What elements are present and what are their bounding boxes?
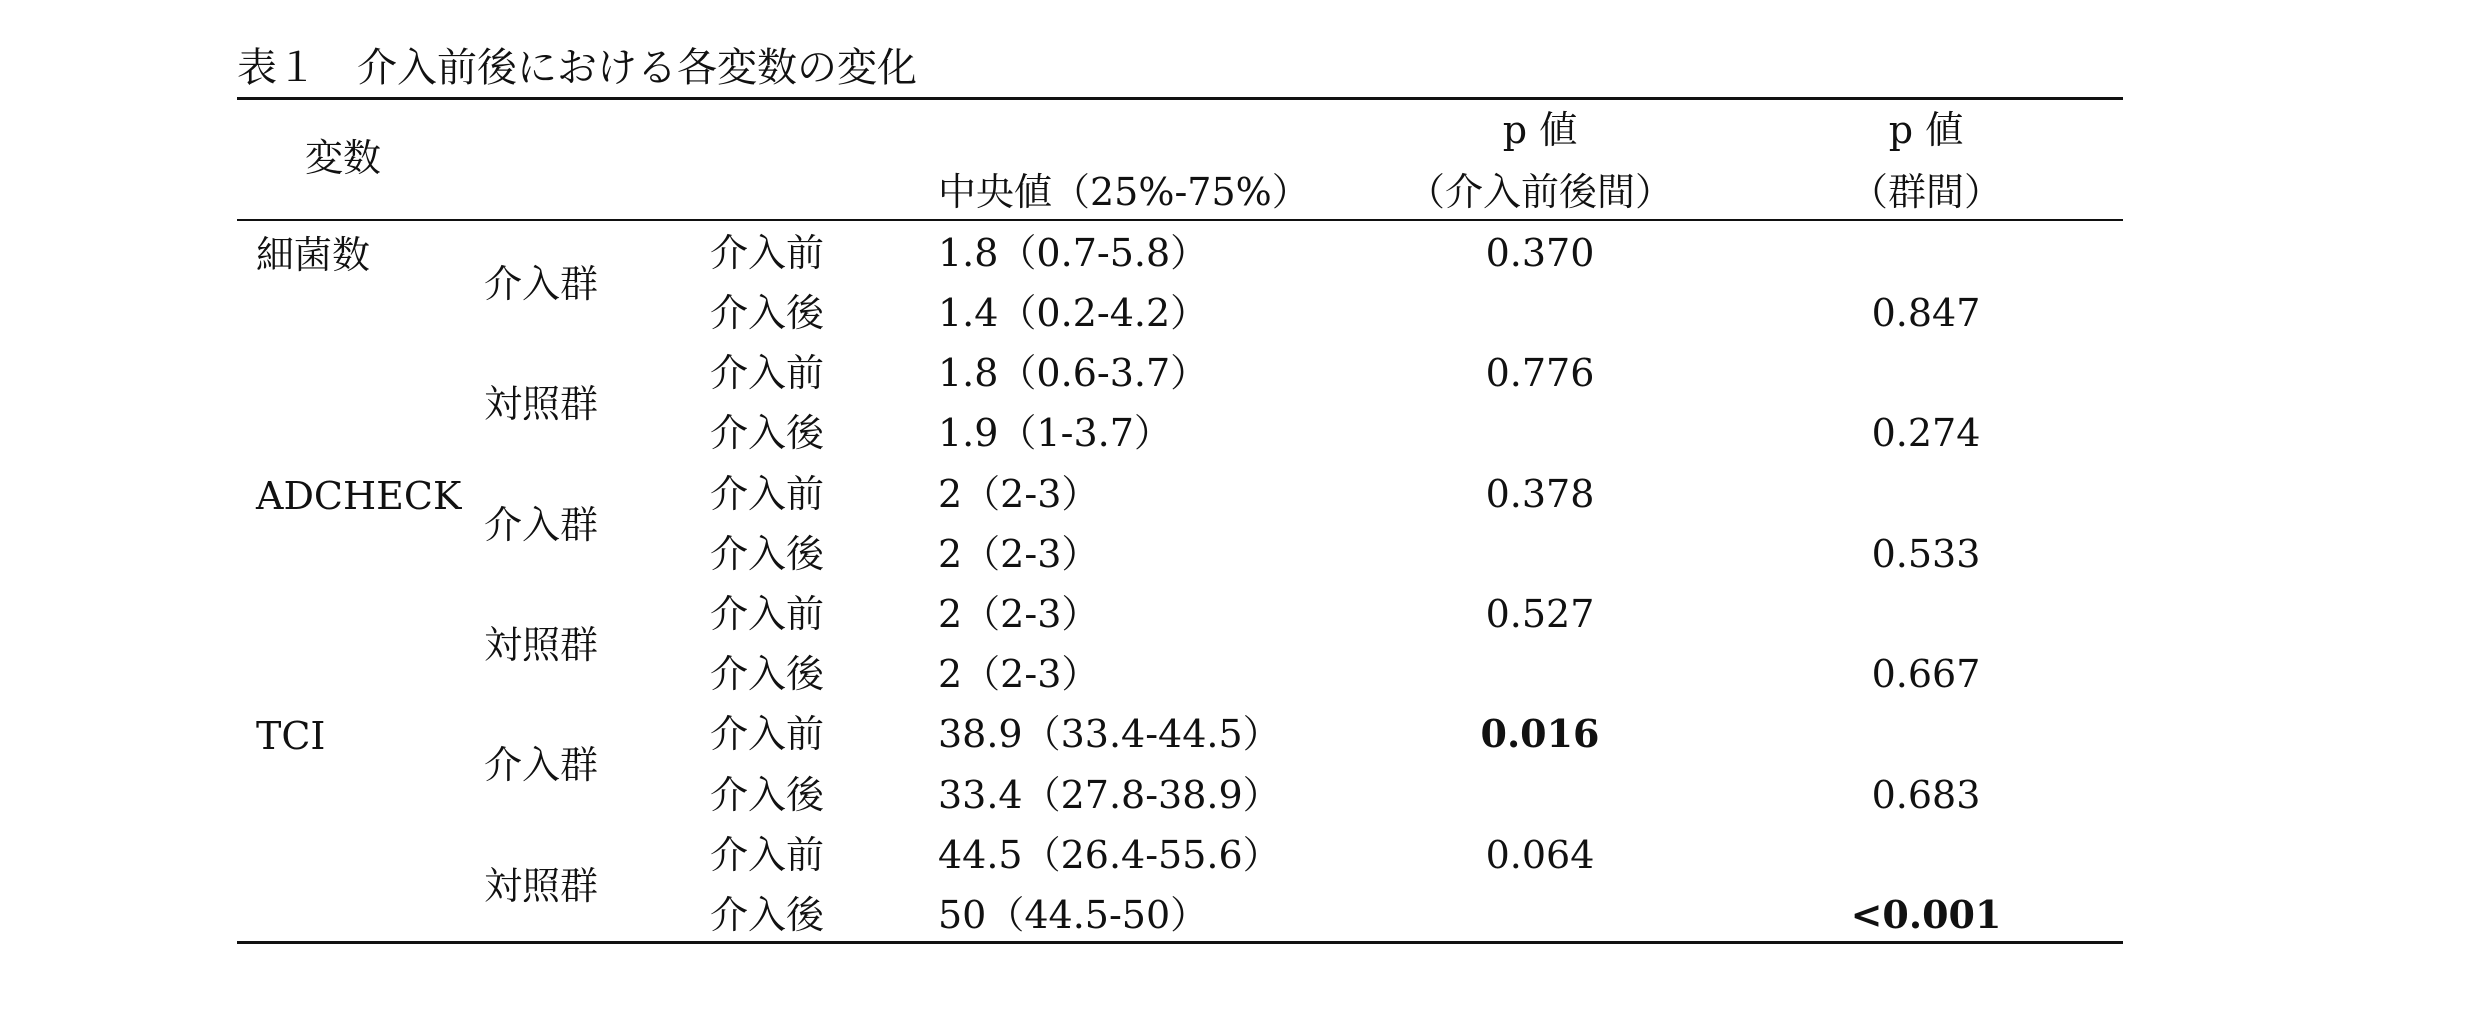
variable-label: TCI bbox=[256, 714, 326, 758]
median-cell: 2（2-3） bbox=[938, 532, 1100, 576]
p-between-cell-significant: <0.001 bbox=[1850, 892, 2002, 937]
median-cell: 2（2-3） bbox=[938, 472, 1100, 516]
median-cell: 33.4（27.8-38.9） bbox=[938, 773, 1281, 817]
phase-cell: 介入前 bbox=[710, 712, 825, 756]
p-within-cell: 0.378 bbox=[1485, 472, 1595, 516]
p-between-cell: 0.533 bbox=[1871, 532, 1981, 576]
phase-cell: 介入前 bbox=[710, 472, 825, 516]
phase-cell: 介入前 bbox=[710, 231, 825, 275]
p-between-cell: 0.274 bbox=[1871, 411, 1981, 455]
header-p-between-line1: p 値 bbox=[1888, 108, 1964, 152]
header-p-between-line2: （群間） bbox=[1849, 170, 2003, 214]
phase-cell: 介入前 bbox=[710, 833, 825, 877]
p-within-cell-significant: 0.016 bbox=[1480, 711, 1600, 756]
phase-cell: 介入前 bbox=[710, 351, 825, 395]
median-cell: 1.4（0.2-4.2） bbox=[938, 291, 1209, 335]
p-between-cell: 0.683 bbox=[1871, 773, 1981, 817]
variable-label: ADCHECK bbox=[256, 474, 462, 518]
p-within-cell: 0.064 bbox=[1485, 833, 1595, 877]
median-cell: 38.9（33.4-44.5） bbox=[938, 712, 1281, 756]
p-within-cell: 0.776 bbox=[1485, 351, 1595, 395]
phase-cell: 介入後 bbox=[710, 773, 825, 817]
variable-label: 細菌数 bbox=[256, 233, 371, 277]
phase-cell: 介入後 bbox=[710, 532, 825, 576]
bottom-rule bbox=[237, 941, 2123, 944]
header-rule bbox=[237, 219, 2123, 221]
group-label: 対照群 bbox=[484, 623, 599, 667]
phase-cell: 介入後 bbox=[710, 652, 825, 696]
phase-cell: 介入後 bbox=[710, 893, 825, 937]
group-label: 対照群 bbox=[484, 382, 599, 426]
p-within-cell: 0.527 bbox=[1485, 592, 1595, 636]
group-label: 介入群 bbox=[484, 503, 599, 547]
top-rule bbox=[237, 97, 2123, 100]
group-label: 介入群 bbox=[484, 743, 599, 787]
group-label: 対照群 bbox=[484, 864, 599, 908]
phase-cell: 介入前 bbox=[710, 592, 825, 636]
header-p-within-line2: （介入前後間） bbox=[1406, 170, 1674, 214]
median-cell: 1.9（1-3.7） bbox=[938, 411, 1172, 455]
median-cell: 1.8（0.6-3.7） bbox=[938, 351, 1209, 395]
median-cell: 44.5（26.4-55.6） bbox=[938, 833, 1281, 877]
median-cell: 2（2-3） bbox=[938, 652, 1100, 696]
phase-cell: 介入後 bbox=[710, 291, 825, 335]
median-cell: 1.8（0.7-5.8） bbox=[938, 231, 1209, 275]
group-label: 介入群 bbox=[484, 262, 599, 306]
p-between-cell: 0.847 bbox=[1871, 291, 1981, 335]
median-cell: 50（44.5-50） bbox=[938, 893, 1209, 937]
header-p-within-line1: p 値 bbox=[1502, 108, 1578, 152]
median-cell: 2（2-3） bbox=[938, 592, 1100, 636]
phase-cell: 介入後 bbox=[710, 411, 825, 455]
table-caption: 表１ 介入前後における各変数の変化 bbox=[237, 45, 917, 91]
header-median: 中央値（25%-75%） bbox=[938, 170, 1310, 214]
p-within-cell: 0.370 bbox=[1485, 231, 1595, 275]
p-between-cell: 0.667 bbox=[1871, 652, 1981, 696]
header-variable: 変数 bbox=[305, 136, 382, 180]
